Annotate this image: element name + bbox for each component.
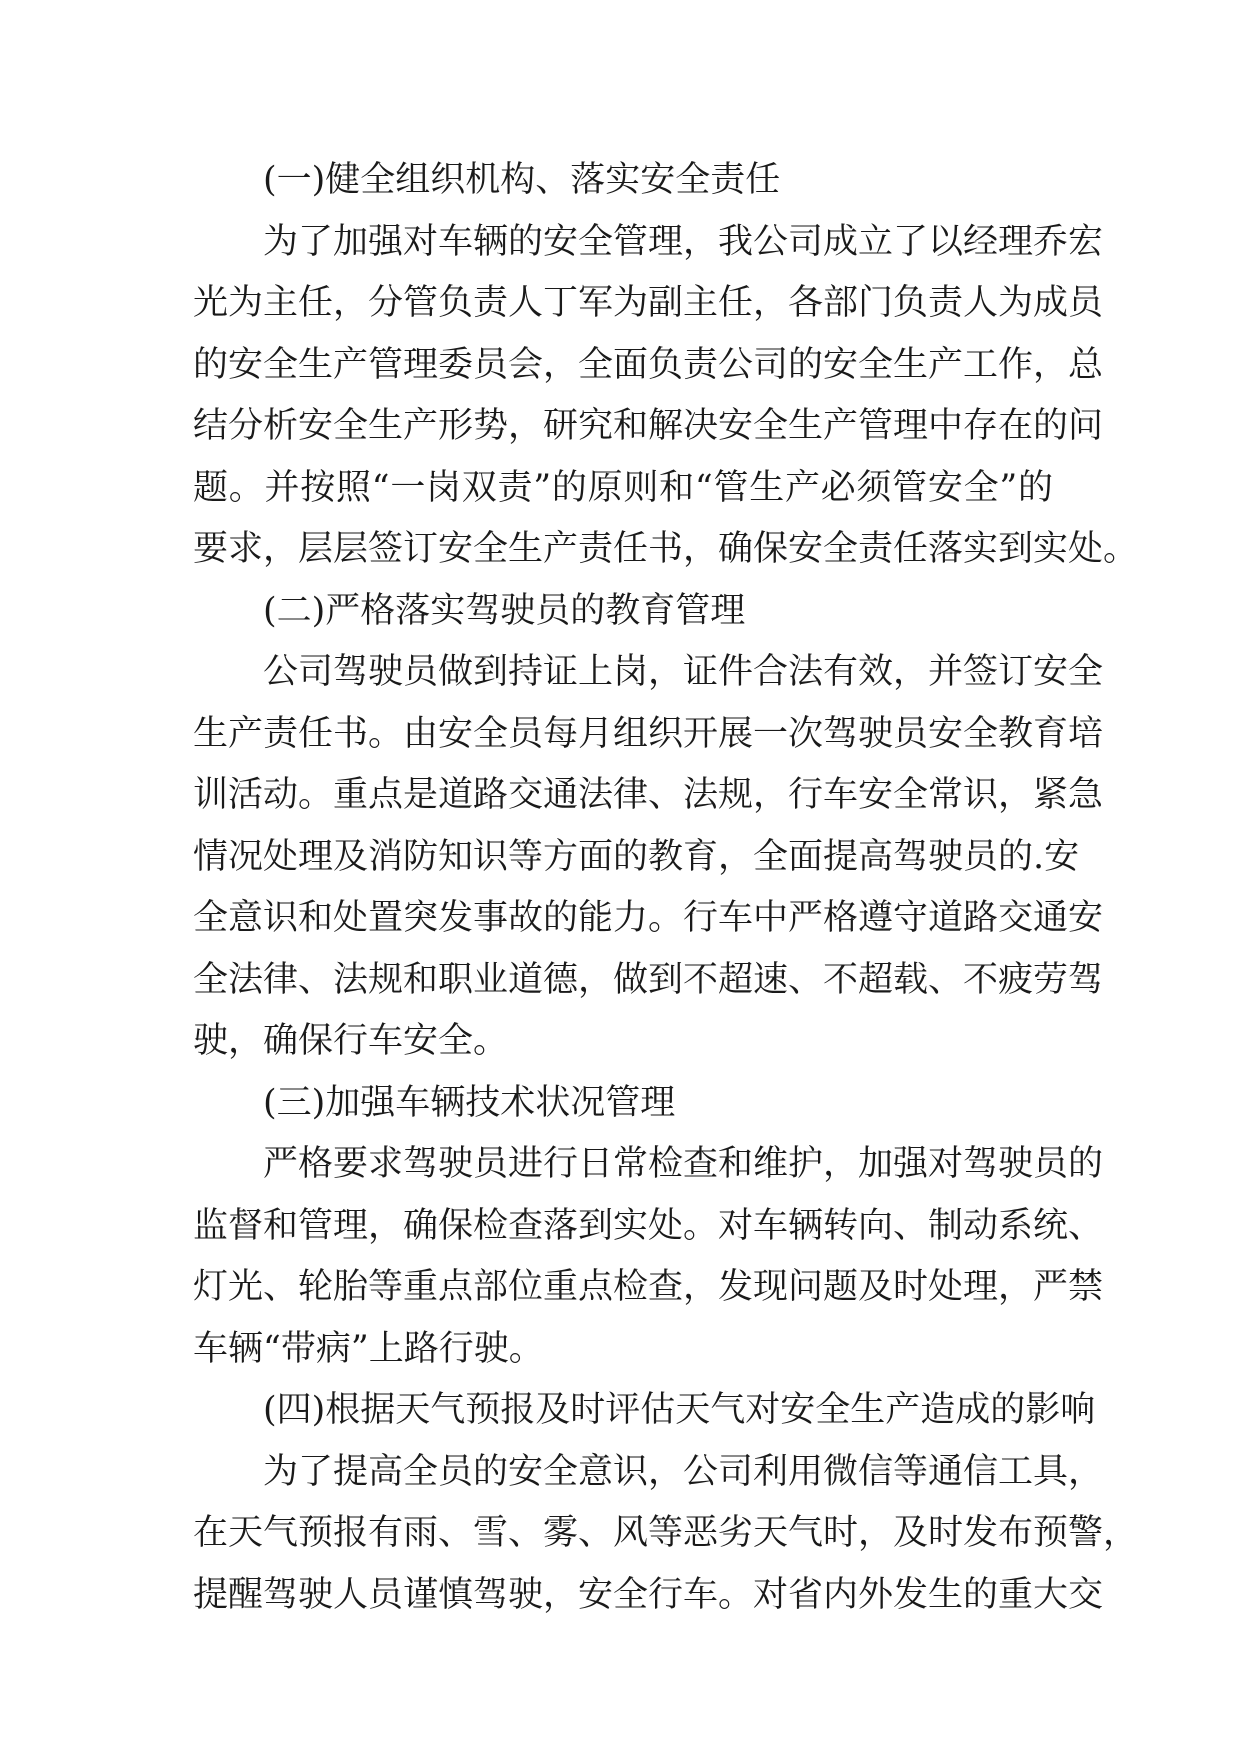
document-body xyxy=(193,150,1139,1626)
paragraph-line: 提醒驾驶人员谨慎驾驶，安全行车。对省内外发生的重大交 xyxy=(193,1574,1104,1615)
paragraph-line: 在天气预报有雨、雪、雾、风等恶劣天气时，及时发布预警， xyxy=(193,1513,1139,1553)
paragraph-line: 全意识和处置突发事故的能力。行车中严格遵守道路交通安 xyxy=(193,898,1104,938)
paragraph-line: 严格要求驾驶员进行日常检查和维护，加强对驾驶员的 xyxy=(263,1144,1104,1184)
paragraph-line: 生产责任书。由安全员每月组织开展一次驾驶员安全教育培 xyxy=(193,713,1104,754)
paragraph-line: 灯光、轮胎等重点部位重点检查，发现问题及时处理，严禁 xyxy=(193,1267,1104,1307)
section-heading: (三)加强车辆技术状况管理 xyxy=(263,1082,676,1123)
paragraph-line: 监督和管理，确保检查落到实处。对车辆转向、制动系统、 xyxy=(193,1205,1104,1246)
paragraph-line: 训活动。重点是道路交通法律、法规，行车安全常识，紧急 xyxy=(193,775,1104,815)
paragraph-line: 要求，层层签订安全生产责任书，确保安全责任落实到实处。 xyxy=(193,529,1139,569)
section-heading: (二)严格落实驾驶员的教育管理 xyxy=(263,590,746,631)
paragraph-line: 为了提高全员的安全意识，公司利用微信等通信工具， xyxy=(263,1451,1104,1492)
paragraph-line: 结分析安全生产形势，研究和解决安全生产管理中存在的问 xyxy=(193,406,1104,446)
section-heading: (一)健全组织机构、落实安全责任 xyxy=(263,160,781,200)
section-heading: (四)根据天气预报及时评估天气对安全生产造成的影响 xyxy=(263,1390,1096,1430)
paragraph-line: 的安全生产管理委员会，全面负责公司的安全生产工作，总 xyxy=(193,344,1104,385)
paragraph-line: 公司驾驶员做到持证上岗，证件合法有效，并签订安全 xyxy=(263,652,1104,692)
paragraph-line: 驶，确保行车安全。 xyxy=(193,1021,509,1061)
paragraph-line: 题。并按照“一岗双责”的原则和“管生产必须管安全”的 xyxy=(193,467,1053,508)
paragraph-line: 为了加强对车辆的安全管理，我公司成立了以经理乔宏 xyxy=(263,221,1104,262)
paragraph-line: 情况处理及消防知识等方面的教育，全面提高驾驶员的.安 xyxy=(193,836,1080,877)
paragraph-line: 车辆“带病”上路行驶。 xyxy=(193,1328,544,1369)
paragraph-line: 光为主任，分管负责人丁军为副主任，各部门负责人为成员 xyxy=(193,283,1104,323)
paragraph-line: 全法律、法规和职业道德，做到不超速、不超载、不疲劳驾 xyxy=(193,959,1104,1000)
